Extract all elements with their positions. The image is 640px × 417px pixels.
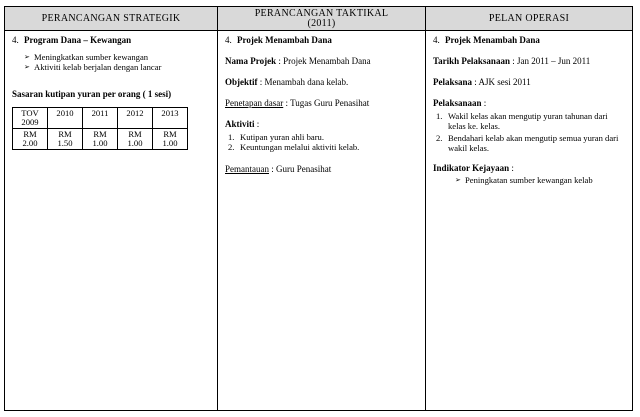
monitoring-label: Pemantauan — [225, 164, 269, 174]
header-strategic-label: PERANCANGAN STRATEGIK — [41, 12, 181, 24]
executor-value: AJK sesi 2011 — [478, 77, 531, 87]
header-tactical-year: (2011) — [307, 17, 336, 29]
date-label: Tarikh Pelaksanaan — [433, 56, 510, 66]
project-value: Projek Menambah Dana — [283, 56, 371, 66]
table-cell: RM 2.00 — [13, 129, 48, 150]
basis-value: Tugas Guru Penasihat — [290, 98, 370, 108]
table-row — [13, 129, 188, 150]
list-item: 2. Keuntungan melalui aktiviti kelab. — [228, 142, 360, 152]
arrow-bullet-icon: ➢ — [24, 53, 30, 61]
implementation-label: Pelaksanaan — [433, 98, 482, 108]
header-tactical — [217, 7, 425, 31]
table-cell: 2011 — [83, 108, 118, 129]
basis-row: Penetapan dasar : Tugas Guru Penasihat — [225, 98, 370, 108]
objective-row: Objektif : Menambah dana kelab. — [225, 77, 349, 87]
strategic-column — [5, 31, 217, 410]
fee-target-table — [12, 107, 188, 150]
operational-title: Projek Menambah Dana — [445, 35, 540, 45]
operational-number: 4. — [433, 35, 440, 45]
operational-heading — [433, 35, 626, 46]
header-tactical-label: PERANCANGAN TAKTIKAL — [254, 7, 389, 19]
list-item: ➢ Meningkatkan sumber kewangan — [24, 52, 149, 62]
tactical-number: 4. — [225, 35, 232, 45]
project-label: Nama Projek — [225, 56, 277, 66]
table-cell: 2010 — [48, 108, 83, 129]
indicator-list — [455, 175, 626, 185]
list-item: ➢ Peningkatan sumber kewangan kelab — [455, 175, 593, 185]
activities-row: Aktiviti : — [225, 119, 260, 129]
list-item: 1. Kutipan yuran ahli baru. — [228, 132, 325, 142]
arrow-bullet-icon: ➢ — [455, 176, 461, 184]
header-strategic — [5, 7, 217, 31]
strategic-number: 4. — [12, 35, 19, 45]
tactical-heading — [225, 35, 419, 46]
header-operational — [425, 7, 632, 31]
strategic-title: Program Dana – Kewangan — [24, 35, 132, 45]
planning-table — [4, 6, 633, 411]
monitoring-value: Guru Penasihat — [276, 164, 332, 174]
table-cell: RM 1.50 — [48, 129, 83, 150]
table-cell: RM 1.00 — [118, 129, 153, 150]
indicator-row: Indikator Kejayaan : — [433, 163, 514, 173]
tactical-column — [217, 31, 425, 410]
table-cell: 2013 — [153, 108, 188, 129]
operational-column — [425, 31, 632, 410]
date-value: Jan 2011 – Jun 2011 — [516, 56, 591, 66]
list-item: ➢ Aktiviti kelab berjalan dengan lancar — [24, 62, 162, 72]
list-item: 2. Bendahari kelab akan mengutip semua yuran dari wakil kelas. — [436, 133, 619, 153]
monitoring-row: Pemantauan : Guru Penasihat — [225, 164, 332, 174]
basis-label: Penetapan dasar — [225, 98, 284, 108]
table-cell: RM 1.00 — [83, 129, 118, 150]
target-title: Sasaran kutipan yuran per orang ( 1 sesi) — [12, 89, 172, 99]
executor-label: Pelaksana — [433, 77, 473, 87]
list-item: 1. Wakil kelas akan mengutip yuran tahunan dari kelas ke. kelas. — [436, 111, 608, 131]
implementation-list — [433, 111, 626, 153]
date-row: Tarikh Pelaksanaan : Jan 2011 – Jun 2011 — [433, 56, 591, 66]
objective-value: Menambah dana kelab. — [264, 77, 349, 87]
executor-row: Pelaksana : AJK sesi 2011 — [433, 77, 531, 87]
indicator-label: Indikator Kejayaan — [433, 163, 510, 173]
implementation-row: Pelaksanaan : — [433, 98, 487, 108]
table-cell: 2012 — [118, 108, 153, 129]
objective-label: Objektif — [225, 77, 258, 87]
arrow-bullet-icon: ➢ — [24, 63, 30, 71]
table-cell: RM 1.00 — [153, 129, 188, 150]
header-operational-label: PELAN OPERASI — [488, 12, 570, 24]
table-cell: TOV 2009 — [13, 108, 48, 129]
project-row: Nama Projek : Projek Menambah Dana — [225, 56, 371, 66]
strategic-bullets — [24, 52, 211, 72]
tactical-title: Projek Menambah Dana — [237, 35, 332, 45]
strategic-heading — [12, 35, 211, 46]
activities-list — [225, 132, 419, 152]
activities-label: Aktiviti — [225, 119, 255, 129]
table-row — [13, 108, 188, 129]
